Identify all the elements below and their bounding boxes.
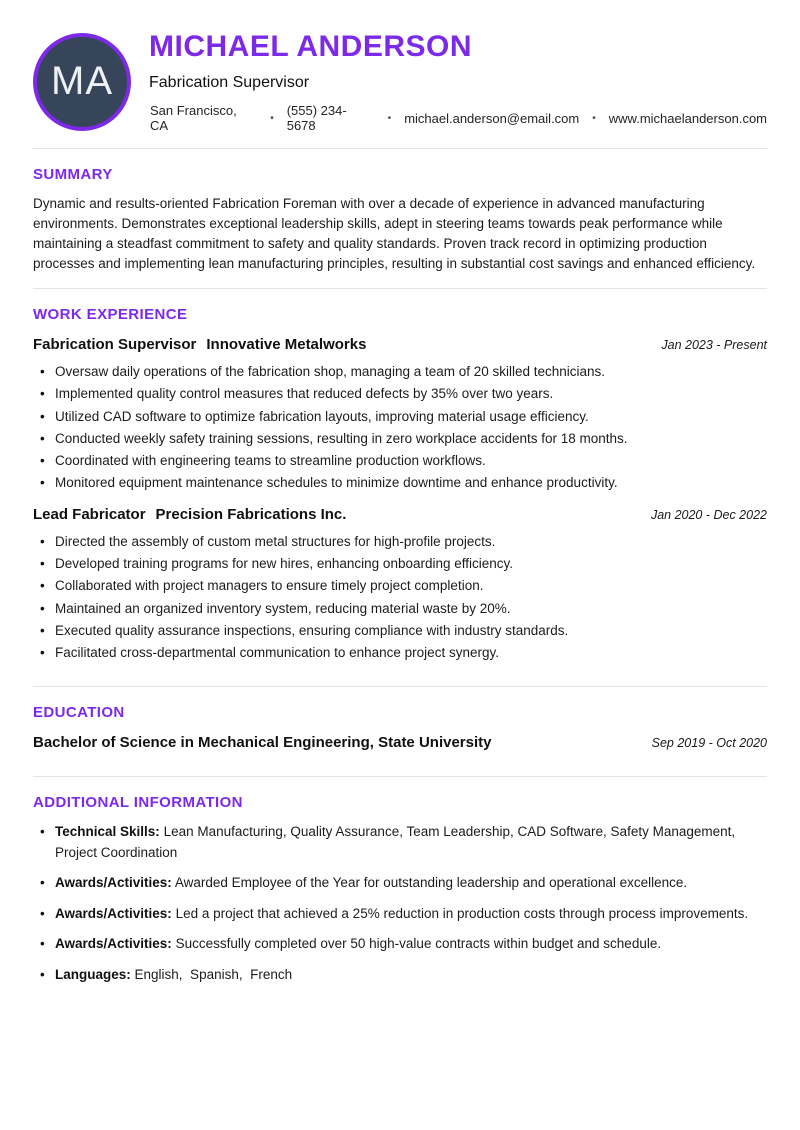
section-work-experience [33,288,767,686]
job-bullet-list [33,531,767,665]
job-bullet: • Executed quality assurance inspections, ensuring compliance with industry standards. [33,620,767,642]
info-item-label: Awards/Activities: [55,875,172,891]
job-bullet: • Developed training programs for new hires, enhancing onboarding efficiency. [33,553,767,575]
job-bullet: • Directed the assembly of custom metal structures for high-profile projects. [33,531,767,553]
info-item-text: Awarded Employee of the Year for outstanding leadership and operational excellence. [174,875,688,891]
section-education [33,686,767,776]
job-bullet: • Utilized CAD software to optimize fabrication layouts, improving material usage efficiency. [33,406,767,428]
job-bullet: • Monitored equipment maintenance schedules to minimize downtime and enhance productivity. [33,472,767,494]
info-item-text: Successfully completed over 50 high-value contracts within budget and schedule. [175,936,662,952]
contact-phone: (555) 234-5678 [286,103,347,133]
section-additional-information [33,776,767,985]
job-bullet: • Coordinated with engineering teams to streamline production workflows. [33,450,767,472]
bullet-separator-icon: • [270,112,274,124]
job-entry [33,336,767,495]
contact-website: www.michaelanderson.com [608,110,767,126]
education-dates: Sep 2019 - Oct 2020 [651,735,767,750]
education-heading: EDUCATION [33,703,125,721]
job-bullet: • Implemented quality control measures that reduced defects by 35% over two years. [33,383,767,405]
info-item-awards [33,903,767,924]
work-experience-heading: WORK EXPERIENCE [33,306,188,323]
job-bullet: • Facilitated cross-departmental communication to enhance project synergy. [33,642,767,664]
job-header [33,506,767,523]
job-title-company [33,336,366,353]
additional-info-list [33,821,767,985]
header-info [149,30,767,133]
additional-information-heading: ADDITIONAL INFORMATION [33,793,243,811]
info-item-text: Lean Manufacturing, Quality Assurance, Team Leadership, CAD Software, Safety Management, Project Coordination [55,823,739,860]
job-dates: Jan 2020 - Dec 2022 [650,507,767,522]
job-bullet: • Collaborated with project managers to ensure timely project completion. [33,575,767,597]
contact-location: San Francisco, CA [150,103,237,133]
section-summary [33,148,767,288]
info-item-text: Led a project that achieved a 25% reduction in production costs through process improvements. [175,905,749,921]
job-title: Lead Fabricator [33,505,146,523]
job-title-company [33,506,346,523]
job-company: Precision Fabrications Inc. [155,505,347,523]
bullet-separator-icon: • [387,112,392,124]
info-item-label: Languages: [55,966,131,982]
job-company: Innovative Metalworks [206,336,367,353]
info-item-languages [33,964,767,985]
contact-email: michael.anderson@email.com [404,110,580,126]
job-bullet: • Oversaw daily operations of the fabrication shop, managing a team of 20 skilled technicians. [33,361,767,383]
job-bullet: • Maintained an organized inventory system, reducing material waste by 20%. [33,598,767,620]
job-bullet: • Conducted weekly safety training sessions, resulting in zero workplace accidents for 18 months. [33,428,767,450]
info-item-awards [33,872,767,893]
candidate-name: MICHAEL ANDERSON [149,30,473,63]
job-header [33,336,767,353]
bullet-separator-icon: • [592,112,596,124]
info-item-technical-skills [33,821,767,863]
avatar-initials: MA [51,59,113,103]
info-item-text: English, Spanish, French [134,966,293,982]
job-title: Fabrication Supervisor [33,336,197,353]
contact-row [150,103,767,133]
job-dates: Jan 2023 - Present [661,338,767,352]
job-entry [33,506,767,665]
info-item-awards [33,933,767,954]
education-degree: Bachelor of Science in Mechanical Engineering, State University [33,733,492,751]
summary-text: Dynamic and results-oriented Fabrication Foreman with over a decade of experience in advanced manufacturing environments. Demonstrates exceptional leadership skills, adept in steering teams towards peak performance while maintaining a steadfast commitment to safety and quality standards. Proven track record in optimizing production processes and implementing lean manufacturing principles, resulting in substantial cost savings and enhanced efficiency. [33,196,756,271]
education-entry [33,734,767,751]
info-item-label: Technical Skills: [55,823,160,839]
avatar [33,33,131,131]
candidate-job-title: Fabrication Supervisor [149,74,310,91]
summary-heading: SUMMARY [33,166,113,183]
job-bullet-list [33,361,767,495]
info-item-label: Awards/Activities: [55,905,172,921]
resume-header [33,0,767,148]
info-item-label: Awards/Activities: [55,936,172,952]
